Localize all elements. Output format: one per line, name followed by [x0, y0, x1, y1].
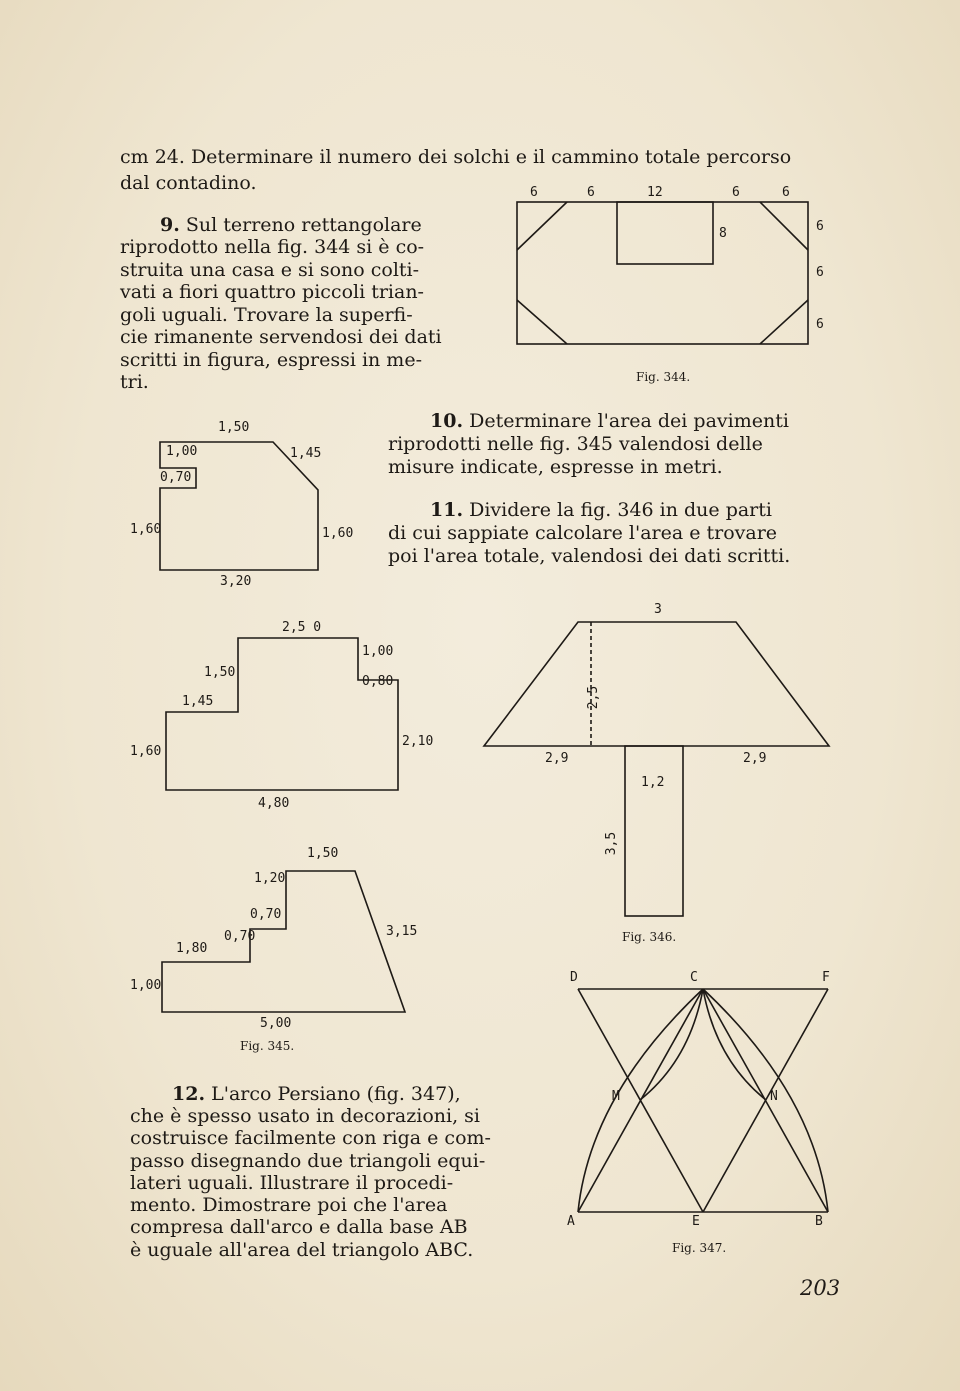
- fig345b-l2: 1,45: [182, 694, 214, 709]
- fig344-drawing: [517, 202, 808, 344]
- fig344-top-3: 12: [647, 185, 663, 200]
- problem-11-line-1: 11. Dividere la fig. 346 in due parti: [430, 499, 772, 521]
- fig347-point-a: A: [567, 1214, 575, 1229]
- fig347-point-b: B: [815, 1214, 823, 1229]
- fig344-top-1: 6: [530, 185, 538, 200]
- problem-12-line-3: costruisce facilmente con riga e com-: [130, 1127, 491, 1149]
- fig344-field: [517, 202, 808, 344]
- problem-11-line-2: di cui sappiate calcolare l'area e trovare: [388, 522, 778, 544]
- fig346-right-base: 2,9: [743, 751, 767, 766]
- fig345b-bottom: 4,80: [258, 796, 290, 811]
- problem-10-line-1: 10. Determinare l'area dei pavimenti: [430, 410, 789, 432]
- fig344-top-4: 6: [732, 185, 740, 200]
- fig347-point-e: E: [692, 1214, 700, 1229]
- problem-10-line-3: misure indicate, espresse in metri.: [388, 456, 723, 478]
- fig344-right-1: 6: [816, 219, 824, 234]
- fig344-house-label: 8: [719, 226, 727, 241]
- fig345c-top: 1,50: [307, 846, 339, 861]
- fig345b-l1: 1,50: [204, 665, 236, 680]
- fig344-house: [617, 202, 713, 264]
- fig345b-left: 1,60: [130, 744, 162, 759]
- fig345c-l1: 1,20: [254, 871, 286, 886]
- fig346-height: 2,5: [586, 685, 602, 710]
- fig344-triangle-bl: [517, 300, 567, 344]
- fig345a-outline: [160, 442, 318, 570]
- problem-9-line-8: tri.: [120, 371, 149, 393]
- fig347-point-d: D: [570, 970, 578, 985]
- problem-9-line-7: scritti in figura, espressi in me-: [120, 349, 422, 371]
- fig345b-top: 2,5 0: [282, 620, 322, 635]
- problem-11-line-3: poi l'area totale, valendosi dei dati scritti.: [388, 545, 791, 567]
- fig345-caption: Fig. 345.: [240, 1039, 295, 1053]
- fig345a-diag: 1,45: [290, 446, 322, 461]
- fig344-caption: Fig. 344.: [636, 370, 691, 384]
- fig345c-l4: 1,80: [176, 941, 208, 956]
- fig345a-top: 1,50: [218, 420, 250, 435]
- fig346-stem: [625, 746, 683, 916]
- fig346-caption: Fig. 346.: [622, 930, 677, 944]
- fig345a-right: 1,60: [322, 526, 354, 541]
- fig345a-bottom: 3,20: [220, 574, 252, 589]
- fig345a-left1: 1,00: [166, 444, 198, 459]
- fig346-top: 3: [654, 602, 662, 617]
- problem-12-number: 12.: [172, 1083, 206, 1105]
- fig345b-outline: [166, 638, 398, 790]
- fig347-point-m: M: [612, 1089, 620, 1104]
- fig346-stem-height: 3,5: [604, 831, 620, 856]
- fig346-trapezoid: [484, 622, 829, 746]
- fig345b-r2: 0,80: [362, 674, 394, 689]
- fig346-stem-width: 1,2: [641, 775, 665, 790]
- fig345c-bottom: 5,00: [260, 1016, 292, 1031]
- problem-12-line-2: che è spesso usato in decorazioni, si: [130, 1105, 481, 1127]
- intro-line-2: dal contadino.: [120, 172, 257, 194]
- fig347-point-f: F: [822, 970, 830, 985]
- problem-9-line-1: 9. Sul terreno rettangolare: [160, 214, 422, 236]
- problem-9-line-6: cie rimanente servendosi dei dati: [120, 326, 442, 348]
- fig344-top-5: 6: [782, 185, 790, 200]
- problem-11-number: 11.: [430, 499, 464, 521]
- problem-12-line-7: compresa dall'arco e dalla base AB: [130, 1216, 468, 1238]
- fig344-right-3: 6: [816, 317, 824, 332]
- page-number: 203: [800, 1276, 841, 1300]
- fig344-triangle-br: [760, 300, 808, 344]
- fig345a-left: 1,60: [130, 522, 162, 537]
- fig345b-right: 2,10: [402, 734, 434, 749]
- fig345b-r1: 1,00: [362, 644, 394, 659]
- fig345a-left2: 0,70: [160, 470, 192, 485]
- fig347-point-n: N: [770, 1089, 778, 1104]
- problem-10-line-2: riprodotti nelle fig. 345 valendosi delle: [388, 433, 763, 455]
- problem-12-line-1: 12. L'arco Persiano (fig. 347),: [172, 1083, 461, 1105]
- fig344-right-2: 6: [816, 265, 824, 280]
- fig345c-l3: 0,70: [224, 929, 256, 944]
- fig347-caption: Fig. 347.: [672, 1241, 727, 1255]
- intro-line-1: cm 24. Determinare il numero dei solchi e il cammino totale percorso: [120, 146, 792, 168]
- fig345c-left: 1,00: [130, 978, 162, 993]
- fig346-drawing: [484, 622, 829, 916]
- problem-9-line-4: vati a fiori quattro piccoli trian-: [120, 281, 424, 303]
- problem-9-line-3: struita una casa e si sono colti-: [120, 259, 420, 281]
- problem-9-number: 9.: [160, 214, 180, 236]
- problem-12-line-5: lateri uguali. Illustrare il procedi-: [130, 1172, 454, 1194]
- problem-12-line-4: passo disegnando due triangoli equi-: [130, 1150, 486, 1172]
- problem-12-line-6: mento. Dimostrare poi che l'area: [130, 1194, 448, 1216]
- fig344-top-2: 6: [587, 185, 595, 200]
- fig345c-right: 3,15: [386, 924, 418, 939]
- fig345c-l2: 0,70: [250, 907, 282, 922]
- fig344-triangle-tr: [760, 202, 808, 250]
- fig346-left-base: 2,9: [545, 751, 569, 766]
- problem-10-number: 10.: [430, 410, 464, 432]
- problem-9-line-5: goli uguali. Trovare la superfi-: [120, 304, 413, 326]
- fig344-triangle-tl: [517, 202, 567, 250]
- fig347-point-c: C: [690, 970, 698, 985]
- problem-12-line-8: è uguale all'area del triangolo ABC.: [130, 1239, 474, 1261]
- problem-9-line-2: riprodotto nella fig. 344 si è co-: [120, 236, 425, 258]
